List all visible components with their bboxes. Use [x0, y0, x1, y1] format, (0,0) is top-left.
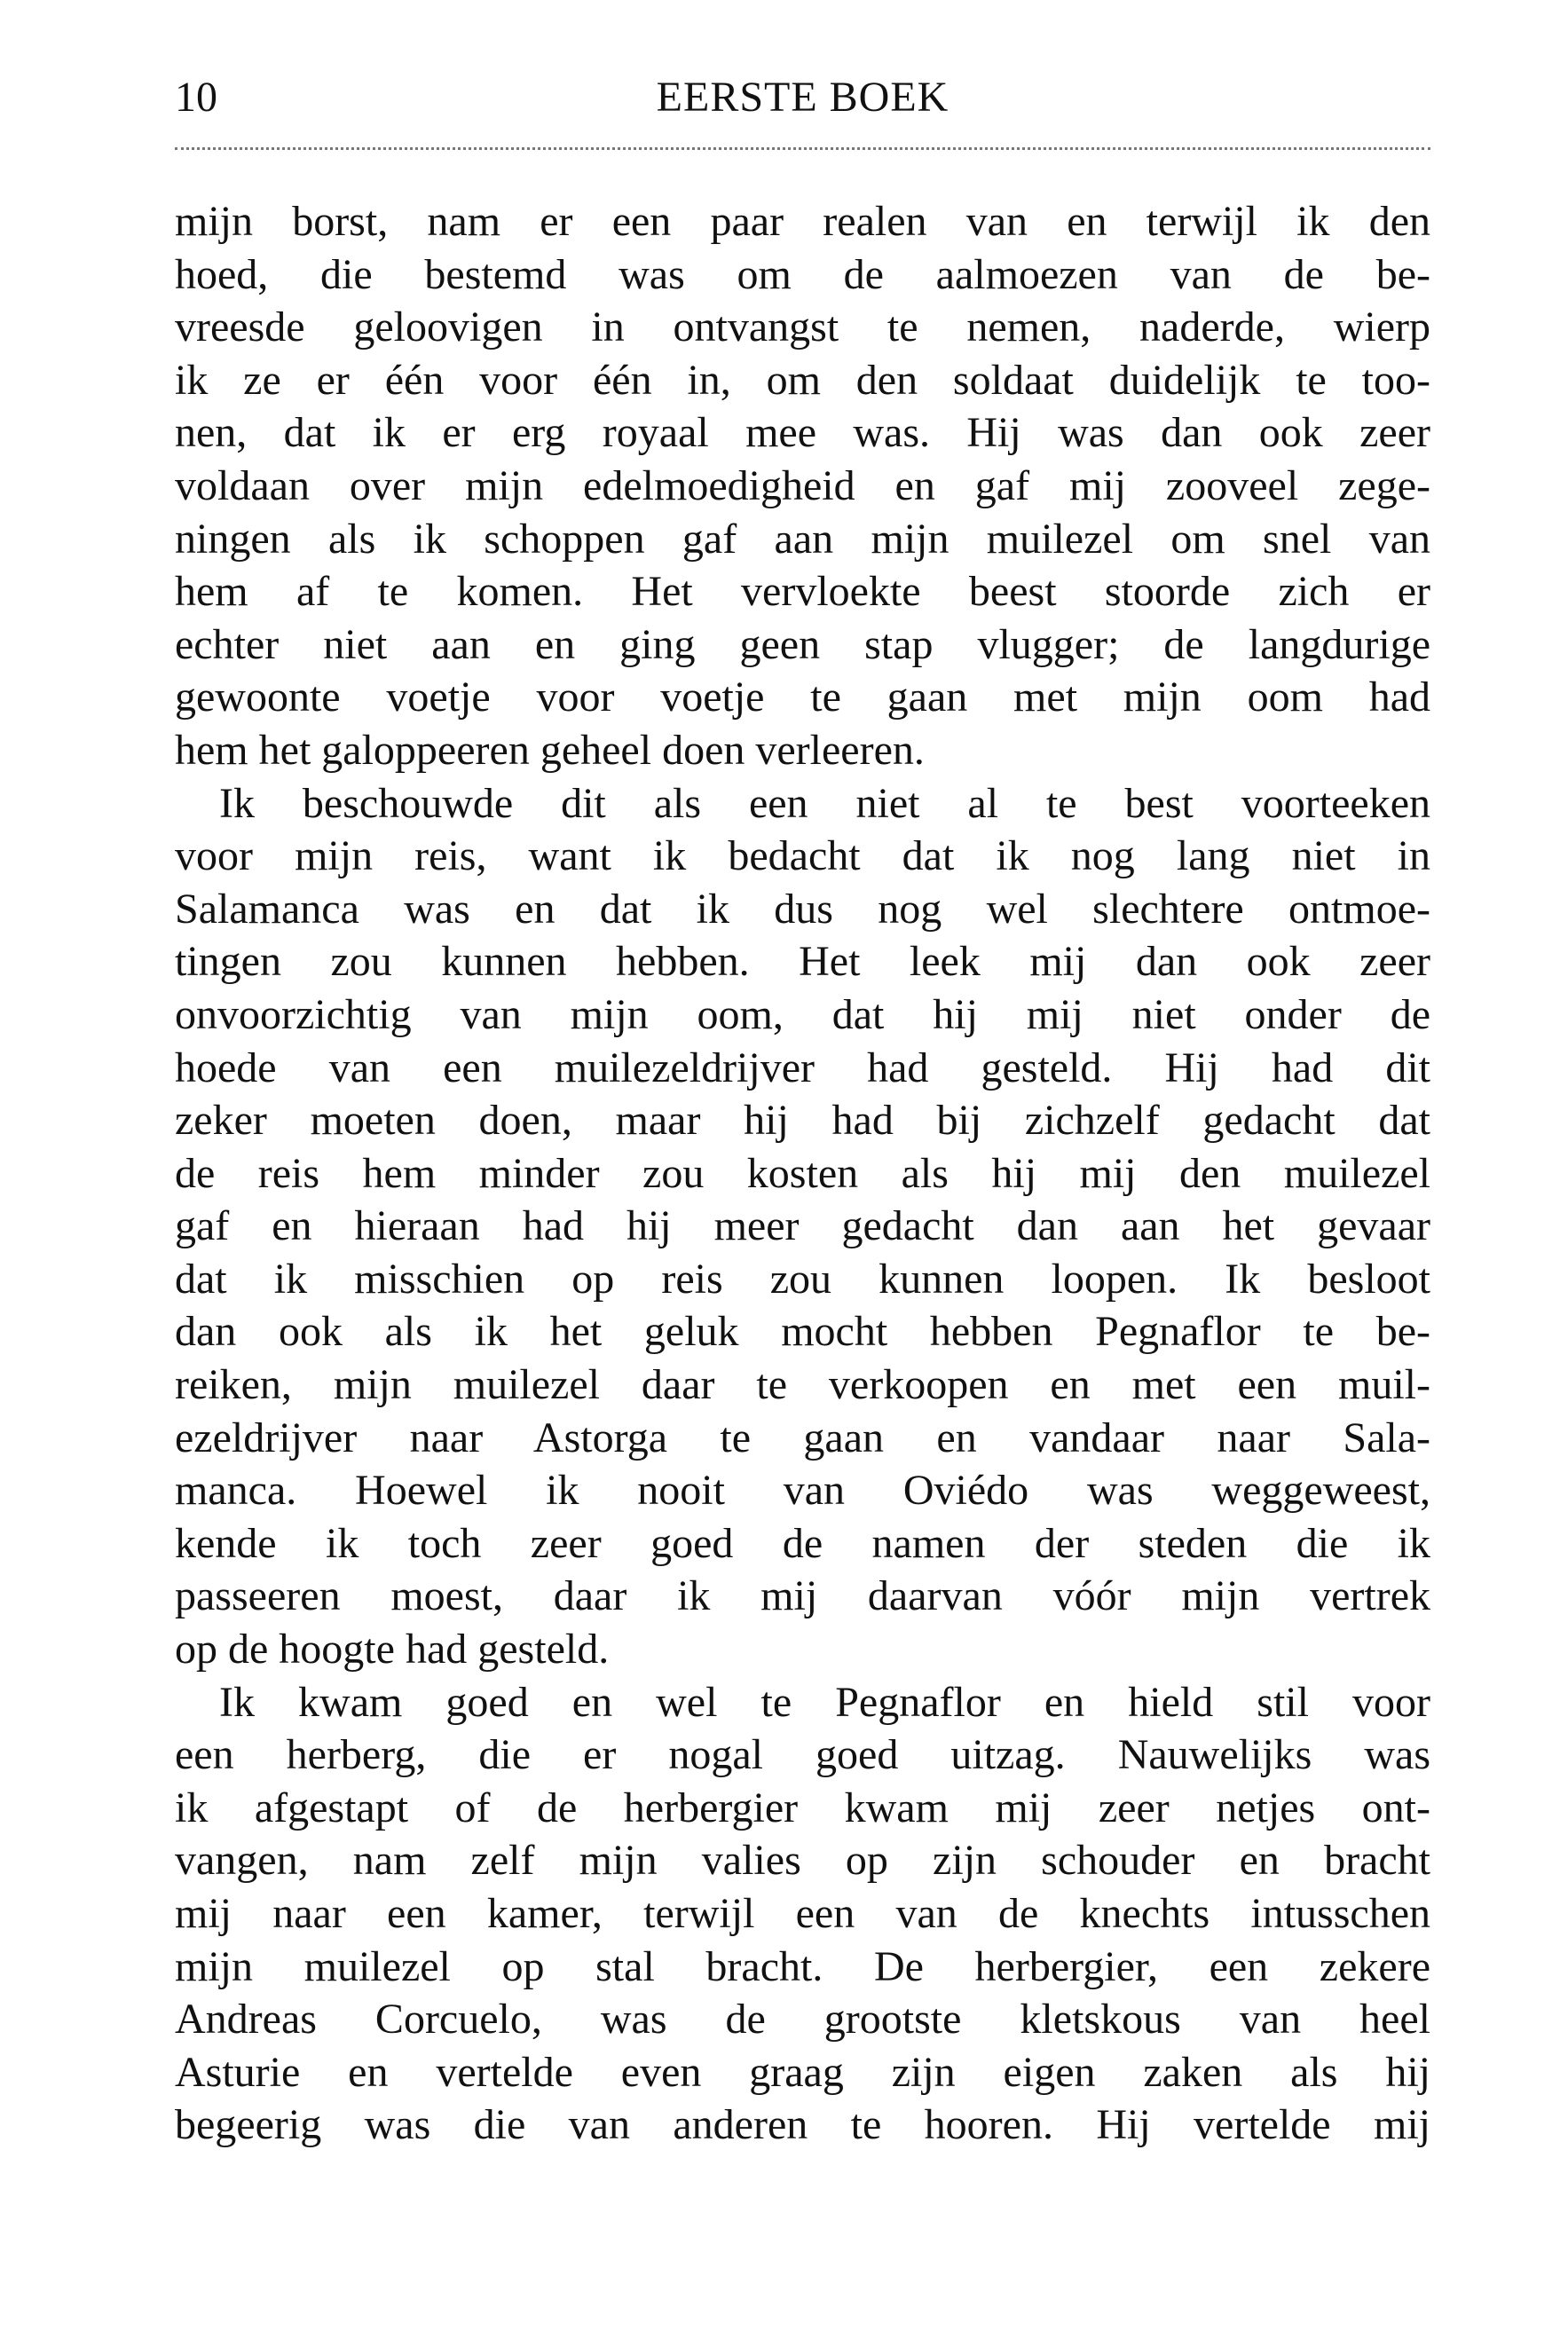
text-line: vreesde geloovigen in ontvangst te nemen, naderde, wierp: [175, 303, 1430, 351]
text-line: hem af te komen. Het vervloekte beest stoorde zich er: [175, 568, 1430, 616]
text-line: Asturie en vertelde even graag zijn eigen zaken als hij: [175, 2048, 1430, 2096]
running-header: [175, 71, 1430, 124]
text-line: dat ik misschien op reis zou kunnen loopen. Ik besloot: [175, 1255, 1430, 1303]
text-line: hoede van een muilezeldrijver had gesteld. Hij had dit: [175, 1043, 1430, 1091]
text-line: hem het galoppeeren geheel doen verleeren.: [175, 726, 925, 774]
text-line: passeeren moest, daar ik mij daarvan vóór mijn vertrek: [175, 1572, 1430, 1620]
text-line: Salamanca was en dat ik dus nog wel slechtere ontmoe-: [175, 885, 1430, 933]
text-line: Andreas Corcuelo, was de grootste kletskous van heel: [175, 1996, 1430, 2044]
running-title: EERSTE BOEK: [656, 74, 949, 121]
text-line: mijn muilezel op stal bracht. De herbergier, een zekere: [175, 1942, 1430, 1990]
text-line: reiken, mijn muilezel daar te verkoopen en met een muil-: [175, 1361, 1430, 1409]
text-line: zeker moeten doen, maar hij had bij zichzelf gedacht dat: [175, 1097, 1430, 1145]
text-line: Ik kwam goed en wel te Pegnaflor en hield stil voor: [219, 1678, 1430, 1726]
text-line: een herberg, die er nogal goed uitzag. Nauwelijks was: [175, 1731, 1430, 1779]
text-line: ik afgestapt of de herbergier kwam mij zeer netjes ont-: [175, 1784, 1430, 1831]
text-line: dan ook als ik het geluk mocht hebben Pegnaflor te be-: [175, 1308, 1430, 1356]
text-line: voldaan over mijn edelmoedigheid en gaf mij zooveel zege-: [175, 461, 1430, 509]
text-line: manca. Hoewel ik nooit van Oviédo was weggeweest,: [175, 1467, 1430, 1515]
text-line: mijn borst, nam er een paar realen van en terwijl ik den: [175, 198, 1430, 245]
header-divider: [175, 147, 1430, 150]
text-line: ningen als ik schoppen gaf aan mijn muilezel om snel van: [175, 515, 1430, 563]
text-line: onvoorzichtig van mijn oom, dat hij mij niet onder de: [175, 990, 1430, 1038]
text-line: mij naar een kamer, terwijl een van de knechts intusschen: [175, 1890, 1430, 1937]
text-line: tingen zou kunnen hebben. Het leek mij dan ook zeer: [175, 938, 1430, 986]
text-line: ezeldrijver naar Astorga te gaan en vandaar naar Sala-: [175, 1414, 1430, 1461]
text-line: de reis hem minder zou kosten als hij mij den muilezel: [175, 1149, 1430, 1197]
body-text: [175, 195, 1430, 2152]
text-line: gaf en hieraan had hij meer gedacht dan aan het gevaar: [175, 1202, 1430, 1250]
text-line: op de hoogte had gesteld.: [175, 1626, 610, 1673]
text-line: hoed, die bestemd was om de aalmoezen van de be-: [175, 250, 1430, 298]
text-line: gewoonte voetje voor voetje te gaan met mijn oom had: [175, 673, 1430, 721]
text-line: begeerig was die van anderen te hooren. Hij vertelde mij: [175, 2101, 1430, 2149]
page-number: 10: [175, 74, 217, 121]
text-line: voor mijn reis, want ik bedacht dat ik nog lang niet in: [175, 832, 1430, 880]
text-line: echter niet aan en ging geen stap vlugger; de langdurige: [175, 620, 1430, 668]
text-line: kende ik toch zeer goed de namen der steden die ik: [175, 1519, 1430, 1567]
text-line: Ik beschouwde dit als een niet al te best voorteeken: [219, 779, 1430, 827]
text-line: vangen, nam zelf mijn valies op zijn schouder en bracht: [175, 1837, 1430, 1885]
text-line: nen, dat ik er erg royaal mee was. Hij was dan ook zeer: [175, 409, 1430, 457]
text-line: ik ze er één voor één in, om den soldaat duidelijk te too-: [175, 356, 1430, 404]
